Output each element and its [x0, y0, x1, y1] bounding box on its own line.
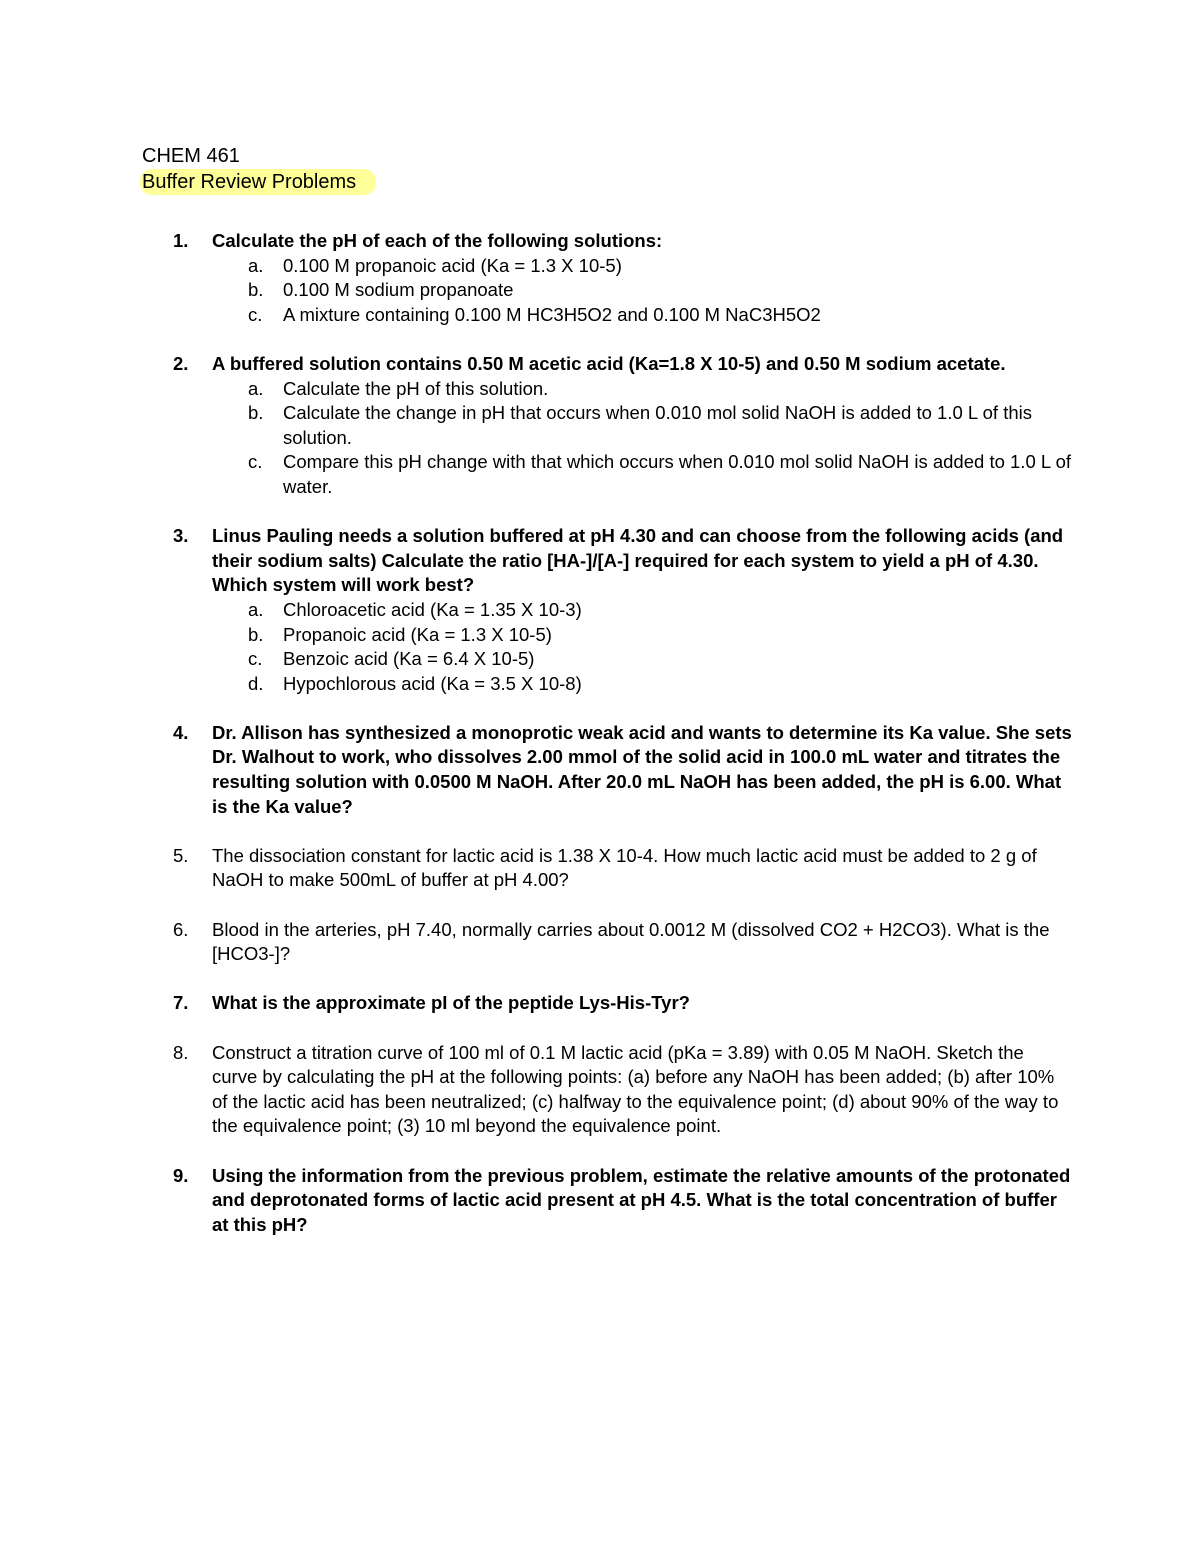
problem-text: A buffered solution contains 0.50 M acetic acid (Ka=1.8 X 10-5) and 0.50 M sodium acetate.: [212, 352, 1006, 374]
subquestion-letter: c.: [248, 648, 263, 670]
subquestion-text: Chloroacetic acid (Ka = 1.35 X 10-3): [283, 598, 582, 620]
subquestion-text: Calculate the change in pH that occurs when 0.010 mol solid NaOH is added to 1.0 L of this solution.: [283, 402, 1032, 448]
document-title: Buffer Review Problems: [140, 169, 376, 195]
document-header: [142, 143, 376, 195]
subquestion-text: Compare this pH change with that which occurs when 0.010 mol solid NaOH is added to 1.0 L of water.: [283, 451, 1072, 497]
subquestion-2a: [212, 377, 1073, 402]
problem-number: 5.: [173, 844, 189, 866]
subquestion-letter: a.: [248, 598, 264, 620]
problem-number: 9.: [173, 1164, 189, 1186]
subquestion-3d: [212, 672, 1073, 697]
subquestion-1a: [212, 254, 1073, 279]
subquestion-1b: [212, 278, 1073, 303]
subquestion-list: [212, 254, 1073, 328]
problem-text: What is the approximate pI of the peptide Lys-His-Tyr?: [212, 992, 690, 1014]
subquestion-text: 0.100 M sodium propanoate: [283, 279, 514, 301]
subquestion-letter: c.: [248, 451, 263, 473]
subquestion-1c: [212, 303, 1073, 328]
problem-number: 4.: [173, 721, 189, 743]
problem-text: Calculate the pH of each of the following solutions:: [212, 230, 663, 251]
problem-text: Using the information from the previous problem, estimate the relative amounts of the protonated and deprotonated forms of lactic acid present at pH 4.5. What is the total concentration of buffer at this pH?: [212, 1164, 1071, 1235]
problem-list: [173, 229, 1073, 1262]
problem-5: [173, 844, 1073, 893]
problem-text: Dr. Allison has synthesized a monoprotic weak acid and wants to determine its Ka value. She sets Dr. Walhout to work, who dissolves 2.00 mmol of the solid acid in 100.0 mL water and titrates the resulting solution with 0.0500 M NaOH. After 20.0 mL NaOH has been added, the pH is 6.00. What is the Ka value?: [212, 721, 1072, 817]
problem-8: [173, 1041, 1073, 1139]
subquestion-2b: [212, 401, 1073, 450]
subquestion-letter: a.: [248, 377, 264, 399]
subquestion-3b: [212, 623, 1073, 648]
subquestion-text: Hypochlorous acid (Ka = 3.5 X 10-8): [283, 672, 582, 694]
problem-6: [173, 918, 1073, 967]
subquestion-text: Calculate the pH of this solution.: [283, 377, 549, 399]
course-title: CHEM 461: [142, 145, 240, 167]
subquestion-letter: b.: [248, 402, 264, 424]
problem-text: The dissociation constant for lactic acid is 1.38 X 10-4. How much lactic acid must be added to 2 g of NaOH to make 500mL of buffer at pH 4.00?: [212, 844, 1037, 891]
subquestion-letter: a.: [248, 254, 264, 276]
problem-9: [173, 1164, 1073, 1238]
problem-number: 7.: [173, 992, 189, 1014]
problem-7: [173, 991, 1073, 1016]
problem-4: [173, 721, 1073, 819]
subquestion-text: A mixture containing 0.100 M HC3H5O2 and 0.100 M NaC3H5O2: [283, 303, 821, 325]
subquestion-text: Benzoic acid (Ka = 6.4 X 10-5): [283, 648, 535, 670]
problem-number: 1.: [173, 230, 189, 251]
subquestion-list: [212, 598, 1073, 696]
subquestion-letter: b.: [248, 279, 264, 301]
problem-number: 6.: [173, 918, 189, 940]
subquestion-3c: [212, 647, 1073, 672]
problem-2: [173, 352, 1073, 500]
problem-number: 2.: [173, 352, 189, 374]
subquestion-letter: b.: [248, 623, 264, 645]
problem-text: Linus Pauling needs a solution buffered at pH 4.30 and can choose from the following acids (and their sodium salts) Calculate the ratio [HA-]/[A-] required for each system to yield a pH of 4.30. Which system will work best?: [212, 525, 1064, 596]
subquestion-letter: c.: [248, 303, 263, 325]
subquestion-letter: d.: [248, 672, 264, 694]
problem-number: 3.: [173, 525, 189, 547]
subquestion-list: [212, 377, 1073, 500]
subquestion-2c: [212, 450, 1073, 499]
subquestion-text: Propanoic acid (Ka = 1.3 X 10-5): [283, 623, 552, 645]
problem-number: 8.: [173, 1041, 189, 1063]
problem-text: Blood in the arteries, pH 7.40, normally carries about 0.0012 M (dissolved CO2 + H2CO3). What is the [HCO3-]?: [212, 918, 1050, 965]
problem-3: [173, 524, 1073, 696]
problem-1: [173, 229, 1073, 327]
subquestion-3a: [212, 598, 1073, 623]
subquestion-text: 0.100 M propanoic acid (Ka = 1.3 X 10-5): [283, 254, 622, 276]
problem-text: Construct a titration curve of 100 ml of 0.1 M lactic acid (pKa = 3.89) with 0.05 M NaOH. Sketch the curve by calculating the pH at the following points: (a) before any NaOH has been added; (b) after 10% of the lactic acid has been neutralized; (c) halfway to the equivalence point; (d) about 90% of the way to the equivalence point; (3) 10 ml beyond the equivalence point.: [212, 1041, 1059, 1137]
